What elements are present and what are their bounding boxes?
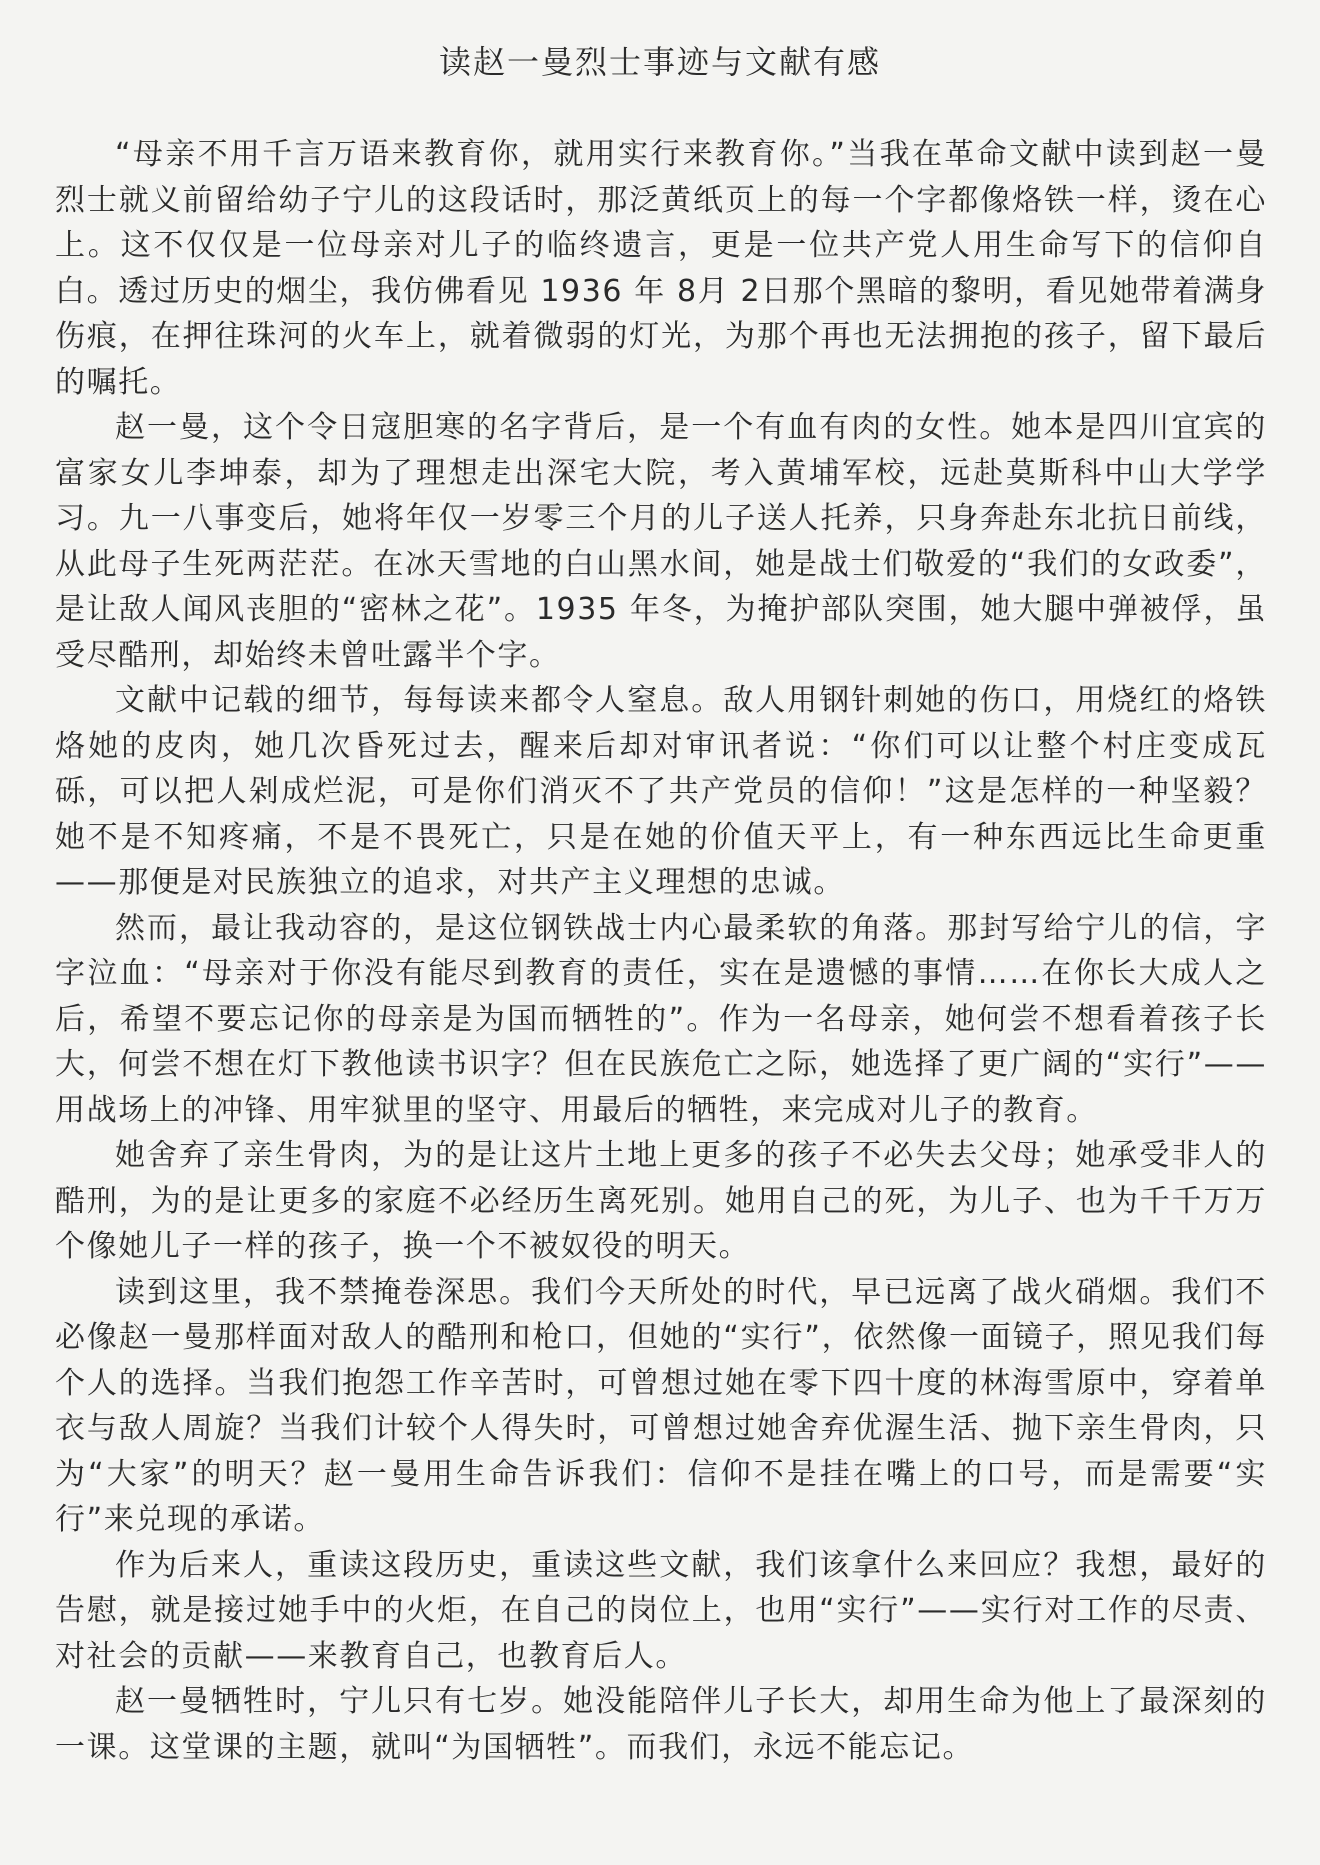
paragraph-3: 文献中记载的细节，每每读来都令人窒息。敌人用钢针刺她的伤口，用烧红的烙铁烙她的皮肉，她几次昏死过去，醒来后却对审讯者说：“你们可以让整个村庄变成瓦砾，可以把人剁成烂泥，可是你们消灭不了共产党员的信仰！”这是怎样的一种坚毅？她不是不知疼痛，不是不畏死亡，只是在她的价值天平上，有一种东西远比生命更重——那便是对民族独立的追求，对共产主义理想的忠诚。	[55, 683, 1267, 900]
paragraph-2: 赵一曼，这个令日寇胆寒的名字背后，是一个有血有肉的女性。她本是四川宜宾的富家女儿李坤泰，却为了理想走出深宅大院，考入黄埔军校，远赴莫斯科中山大学学习。九一八事变后，她将年仅一岁零三个月的儿子送人托养，只身奔赴东北抗日前线，从此母子生死两茫茫。在冰天雪地的白山黑水间，她是战士们敬爱的“我们的女政委”，是让敌人闻风丧胆的“密林之花”。1935 年冬，为掩护部队突围，她大腿中弹被俘，虽受尽酷刑，却始终未曾吐露半个字。	[55, 410, 1267, 673]
document-body	[55, 132, 1267, 1770]
paragraph-7: 作为后来人，重读这段历史，重读这些文献，我们该拿什么来回应？我想，最好的告慰，就是接过她手中的火炬，在自己的岗位上，也用“实行”——实行对工作的尽责、对社会的贡献——来教育自己，也教育后人。	[55, 1547, 1267, 1674]
paragraph-1: “母亲不用千言万语来教育你，就用实行来教育你。”当我在革命文献中读到赵一曼烈士就义前留给幼子宁儿的这段话时，那泛黄纸页上的每一个字都像烙铁一样，烫在心上。这不仅仅是一位母亲对儿子的临终遗言，更是一位共产党人用生命写下的信仰自白。透过历史的烟尘，我仿佛看见 1936 年 8月 2日那个黑暗的黎明，看见她带着满身伤痕，在押往珠河的火车上，就着微弱的灯光，为那个再也无法拥抱的孩子，留下最后的嘱托。	[55, 137, 1267, 400]
paragraph-6: 读到这里，我不禁掩卷深思。我们今天所处的时代，早已远离了战火硝烟。我们不必像赵一曼那样面对敌人的酷刑和枪口，但她的“实行”，依然像一面镜子，照见我们每个人的选择。当我们抱怨工作辛苦时，可曾想过她在零下四十度的林海雪原中，穿着单衣与敌人周旋？当我们计较个人得失时，可曾想过她舍弃优渥生活、抛下亲生骨肉，只为“大家”的明天？赵一曼用生命告诉我们：信仰不是挂在嘴上的口号，而是需要“实行”来兑现的承诺。	[55, 1274, 1267, 1537]
document-title: 读赵一曼烈士事迹与文献有感	[438, 43, 881, 81]
paragraph-8: 赵一曼牺牲时，宁儿只有七岁。她没能陪伴儿子长大，却用生命为他上了最深刻的一课。这堂课的主题，就叫“为国牺牲”。而我们，永远不能忘记。	[55, 1684, 1267, 1765]
paragraph-4: 然而，最让我动容的，是这位钢铁战士内心最柔软的角落。那封写给宁儿的信，字字泣血：“母亲对于你没有能尽到教育的责任，实在是遗憾的事情……在你长大成人之后，希望不要忘记你的母亲是为国而牺牲的”。作为一名母亲，她何尝不想看着孩子长大，何尝不想在灯下教他读书识字？但在民族危亡之际，她选择了更广阔的“实行”——用战场上的冲锋、用牢狱里的坚守、用最后的牺牲，来完成对儿子的教育。	[55, 910, 1267, 1128]
paragraph-5: 她舍弃了亲生骨肉，为的是让这片土地上更多的孩子不必失去父母；她承受非人的酷刑，为的是让更多的家庭不必经历生离死别。她用自己的死，为儿子、也为千千万万个像她儿子一样的孩子，换一个不被奴役的明天。	[55, 1138, 1267, 1264]
